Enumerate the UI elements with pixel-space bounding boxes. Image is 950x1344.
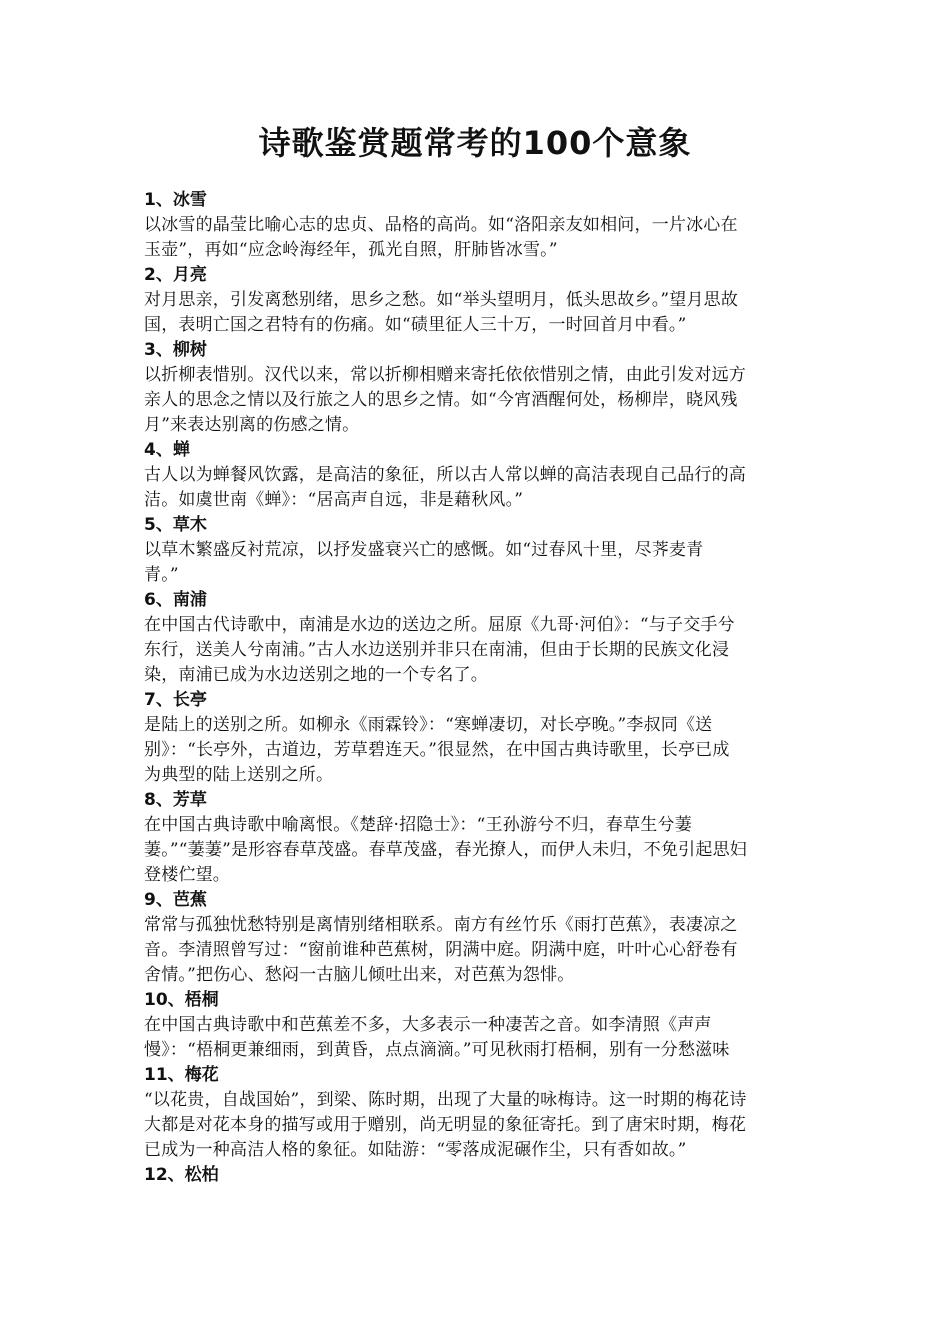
entry-text-line: 对月思亲，引发离愁别绪，思乡之愁。如“举头望明月，低头思故乡。”望月思故 — [144, 290, 739, 310]
entry-text-line: 舍情。”把伤心、愁闷一古脑儿倾吐出来，对芭蕉为怨悱。 — [144, 965, 575, 985]
entry-heading: 6、南浦 — [144, 590, 207, 610]
entry-text-line: 萋。”“萋萋”是形容春草茂盛。春草茂盛，春光撩人，而伊人未归，不免引起思妇 — [144, 840, 747, 860]
entry — [144, 188, 810, 263]
entry — [144, 438, 810, 513]
entry-heading: 8、芳草 — [144, 790, 207, 810]
entry-text-line: 大都是对花本身的描写或用于赠别，尚无明显的象征寄托。到了唐宋时期，梅花 — [144, 1115, 746, 1135]
entry — [144, 338, 810, 438]
entry-text-line: 国，表明亡国之君特有的伤痛。如“碛里征人三十万，一时回首月中看。” — [144, 315, 687, 335]
entry-text-line: 以草木繁盛反衬荒凉，以抒发盛衰兴亡的感慨。如“过春风十里，尽荠麦青 — [144, 540, 704, 560]
entry — [144, 513, 810, 588]
entry — [144, 988, 810, 1063]
entry — [144, 263, 810, 338]
entry-text-line: 常常与孤独忧愁特别是离情别绪相联系。南方有丝竹乐《雨打芭蕉》，表凄凉之 — [144, 915, 738, 935]
entry — [144, 688, 810, 788]
entry-text-line: 东行，送美人兮南浦。”古人水边送别并非只在南浦，但由于长期的民族文化浸 — [144, 640, 730, 660]
entry-text-line: 古人以为蝉餐风饮露，是高洁的象征，所以古人常以蝉的高洁表现自己品行的高 — [144, 465, 746, 485]
entry-text-line: 在中国古典诗歌中和芭蕉差不多，大多表示一种凄苦之音。如李清照《声声 — [144, 1015, 712, 1035]
entry-heading: 11、梅花 — [144, 1065, 219, 1085]
entry-heading: 4、蝉 — [144, 440, 190, 460]
entry — [144, 788, 810, 888]
entry-heading: 9、芭蕉 — [144, 890, 207, 910]
entry-text-line: 在中国古典诗歌中喻离恨。《楚辞·招隐士》：“王孙游兮不归，春草生兮萋 — [144, 815, 692, 835]
entry-text-line: 以冰雪的晶莹比喻心志的忠贞、品格的高尚。如“洛阳亲友如相问，一片冰心在 — [144, 215, 738, 235]
entry-text-line: “以花贵，自战国始”，到梁、陈时期，出现了大量的咏梅诗。这一时期的梅花诗 — [144, 1090, 747, 1110]
document-body — [144, 188, 810, 1188]
entry-heading: 1、冰雪 — [144, 190, 207, 210]
entry — [144, 1063, 810, 1163]
entry-text-line: 亲人的思念之情以及行旅之人的思乡之情。如“今宵酒醒何处，杨柳岸，晓风残 — [144, 390, 738, 410]
entry — [144, 1163, 810, 1188]
entry — [144, 888, 810, 988]
entry — [144, 588, 810, 688]
entry-heading: 3、柳树 — [144, 340, 207, 360]
entry-text-line: 青。” — [144, 565, 179, 585]
page-title: 诗歌鉴赏题常考的100个意象 — [258, 124, 692, 162]
entry-heading: 10、梧桐 — [144, 990, 219, 1010]
entry-text-line: 音。李清照曾写过：“窗前谁种芭蕉树，阴满中庭。阴满中庭，叶叶心心舒卷有 — [144, 940, 738, 960]
entry-text-line: 玉壶”，再如“应念岭海经年，孤光自照，肝肺皆冰雪。” — [144, 240, 558, 260]
entry-heading: 5、草木 — [144, 515, 207, 535]
entry-text-line: 洁。如虞世南《蝉》：“居高声自远，非是藉秋风。” — [144, 490, 524, 510]
entry-heading: 2、月亮 — [144, 265, 207, 285]
entry-text-line: 是陆上的送别之所。如柳永《雨霖铃》：“寒蝉凄切，对长亭晚。”李叔同《送 — [144, 715, 713, 735]
entry-heading: 12、松柏 — [144, 1165, 219, 1185]
entry-text-line: 月”来表达别离的伤感之情。 — [144, 415, 360, 435]
entry-heading: 7、长亭 — [144, 690, 207, 710]
entry-text-line: 已成为一种高洁人格的象征。如陆游：“零落成泥碾作尘，只有香如故。” — [144, 1140, 687, 1160]
entry-text-line: 别》：“长亭外，古道边，芳草碧连天。”很显然，在中国古典诗歌里，长亭已成 — [144, 740, 730, 760]
entry-text-line: 为典型的陆上送别之所。 — [144, 765, 334, 785]
entry-text-line: 染，南浦已成为水边送别之地的一个专名了。 — [144, 665, 488, 685]
entry-text-line: 慢》：“梧桐更兼细雨，到黄昏，点点滴滴。”可见秋雨打梧桐，别有一分愁滋味 — [144, 1040, 730, 1060]
entry-text-line: 登楼伫望。 — [144, 865, 230, 885]
entry-text-line: 在中国古代诗歌中，南浦是水边的送边之所。屈原《九哥·河伯》：“与子交手兮 — [144, 615, 735, 635]
entry-text-line: 以折柳表惜别。汉代以来，常以折柳相赠来寄托依依惜别之情，由此引发对远方 — [144, 365, 746, 385]
